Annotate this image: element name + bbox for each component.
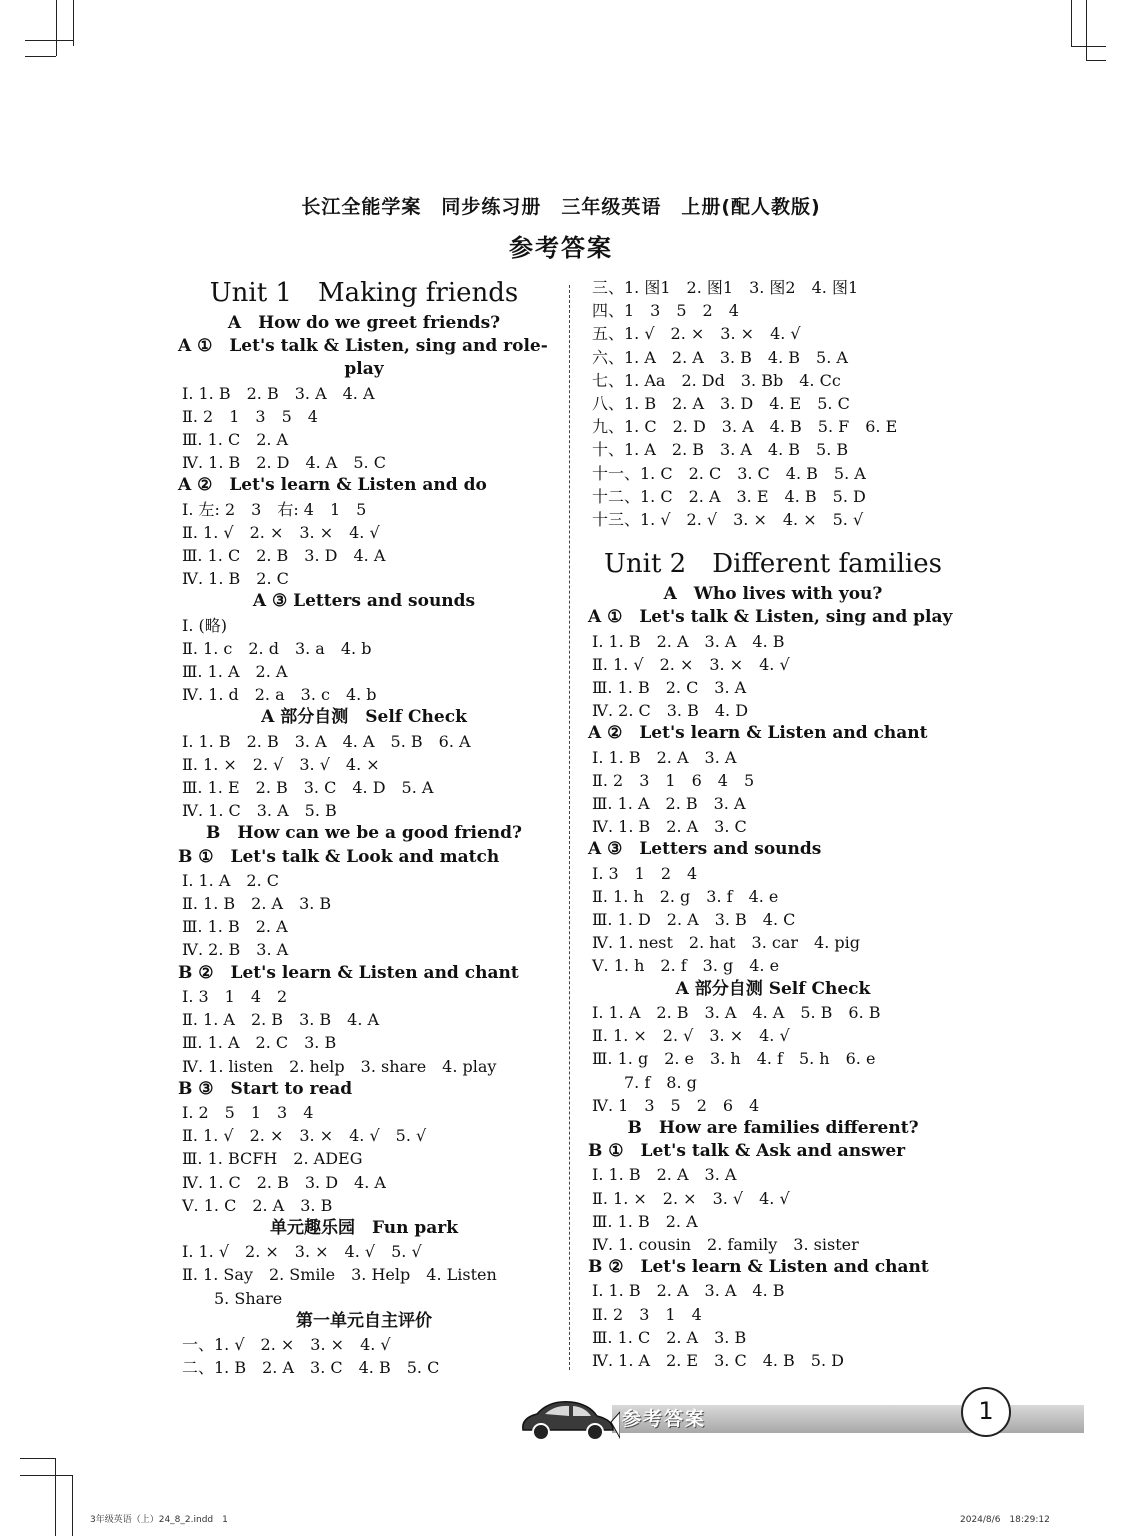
answer-line: Ⅰ. 3 1 2 4 xyxy=(592,863,698,883)
answer-line: Ⅲ. 1. A 2. B 3. A xyxy=(592,794,746,814)
spacer xyxy=(588,531,958,547)
answer-line: Ⅰ. 1. B 2. B 3. A 4. A 5. B 6. A xyxy=(182,731,471,751)
answer-line: Ⅲ. 1. A 2. C 3. B xyxy=(182,1033,337,1053)
answer-line: 二、1. B 2. A 3. C 4. B 5. C xyxy=(182,1358,440,1378)
answer-line: 七、1. Aa 2. Dd 3. Bb 4. Cc xyxy=(592,370,841,390)
section-subtitle: 单元趣乐园 Fun park xyxy=(269,1217,459,1238)
answer-line: Ⅲ. 1. B 2. A xyxy=(592,1211,698,1231)
answer-line: Ⅰ. 1. B 2. A 3. A 4. B xyxy=(592,631,785,651)
answer-line: Ⅱ. 2 3 1 4 xyxy=(592,1304,702,1324)
answer-line: Ⅰ. 1. B 2. A 3. A xyxy=(592,1165,737,1185)
crop-mark-top-right-h2 xyxy=(1086,60,1106,61)
unit-title: Unit 1 Making friends xyxy=(209,278,519,308)
answer-line: 五、1. √ 2. × 3. × 4. √ xyxy=(592,324,801,344)
page-title: 参考答案 xyxy=(509,234,613,262)
crop-mark-top-right-h xyxy=(1071,46,1106,47)
answer-line: Ⅳ. 1. C 3. A 5. B xyxy=(182,801,337,821)
section-heading: A ② Let's learn & Listen and chant xyxy=(588,723,928,744)
answer-line: Ⅱ. 1. √ 2. × 3. × 4. √ xyxy=(592,654,790,674)
answer-line: 十三、1. √ 2. √ 3. × 4. × 5. √ xyxy=(592,510,864,530)
answer-line: Ⅲ. 1. D 2. A 3. B 4. C xyxy=(592,910,796,930)
crop-mark-bottom-left-h2 xyxy=(20,1475,72,1476)
crop-mark-bottom-left-v2 xyxy=(72,1475,73,1536)
answer-line: Ⅴ. 1. h 2. f 3. g 4. e xyxy=(592,956,780,976)
answer-line: Ⅳ. 1. B 2. A 3. C xyxy=(592,817,747,837)
crop-mark-top-left-h xyxy=(25,40,73,41)
section-subtitle: A 部分自测 Self Check xyxy=(261,707,467,728)
section-heading: A ① Let's talk & Listen, sing and play xyxy=(588,607,953,628)
section-subtitle: A Who lives with you? xyxy=(663,584,883,605)
crop-mark-bottom-left-h xyxy=(20,1458,55,1459)
answer-line: Ⅲ. 1. E 2. B 3. C 4. D 5. A xyxy=(182,778,434,798)
answer-line: 一、1. √ 2. × 3. × 4. √ xyxy=(182,1334,391,1354)
answer-line: Ⅳ. 1. listen 2. help 3. share 4. play xyxy=(182,1056,497,1076)
section-heading: B ③ Start to read xyxy=(178,1078,353,1099)
answer-line: 7. f 8. g xyxy=(592,1072,697,1092)
section-subtitle: A How do we greet friends? xyxy=(227,313,501,333)
answer-line: Ⅳ. 1. B 2. D 4. A 5. C xyxy=(182,453,386,473)
answer-line: Ⅰ. 1. A 2. B 3. A 4. A 5. B 6. B xyxy=(592,1002,881,1022)
answer-line: Ⅲ. 1. C 2. B 3. D 4. A xyxy=(182,546,386,566)
section-heading: B ① Let's talk & Look and match xyxy=(178,846,500,867)
answer-line: Ⅳ. 2. B 3. A xyxy=(182,940,289,960)
answer-line: Ⅲ. 1. B 2. C 3. A xyxy=(592,678,747,698)
answer-line: Ⅲ. 1. B 2. A xyxy=(182,917,288,937)
section-heading: B ① Let's talk & Ask and answer xyxy=(588,1141,906,1162)
answer-line: Ⅰ. 1. B 2. B 3. A 4. A xyxy=(182,383,375,403)
answer-line: 十二、1. C 2. A 3. E 4. B 5. D xyxy=(592,486,866,506)
section-heading: A ③ Letters and sounds xyxy=(588,839,822,860)
answer-line: Ⅳ. 1. A 2. E 3. C 4. B 5. D xyxy=(592,1350,844,1370)
answer-line: Ⅱ. 1. × 2. √ 3. × 4. √ xyxy=(592,1026,790,1046)
column-divider xyxy=(569,285,570,1370)
answer-line: Ⅲ. 1. g 2. e 3. h 4. f 5. h 6. e xyxy=(592,1049,876,1069)
answer-line: Ⅳ. 1. d 2. a 3. c 4. b xyxy=(182,685,377,705)
answer-line: Ⅱ. 1. √ 2. × 3. × 4. √ xyxy=(182,522,380,542)
section-subtitle: A 部分自测 Self Check xyxy=(675,978,871,999)
answer-line: 六、1. A 2. A 3. B 4. B 5. A xyxy=(592,347,848,367)
answer-line: Ⅱ. 2 3 1 6 4 5 xyxy=(592,770,755,790)
crop-mark-top-right-v xyxy=(1071,0,1072,46)
section-subtitle: 第一单元自主评价 xyxy=(296,1310,432,1331)
crop-mark-bottom-left-v xyxy=(55,1458,56,1536)
answer-line: 四、1 3 5 2 4 xyxy=(592,301,739,321)
answer-line: Ⅳ. 2. C 3. B 4. D xyxy=(592,701,749,721)
answer-line: 5. Share xyxy=(182,1288,283,1308)
answer-line: Ⅳ. 1. C 2. B 3. D 4. A xyxy=(182,1172,386,1192)
answer-line: Ⅳ. 1 3 5 2 6 4 xyxy=(592,1095,760,1115)
answer-line: Ⅱ. 1. Say 2. Smile 3. Help 4. Listen xyxy=(182,1265,497,1285)
answer-line: Ⅲ. 1. C 2. A xyxy=(182,430,289,450)
unit-title: Unit 2 Different families xyxy=(604,549,942,580)
section-heading: B ② Let's learn & Listen and chant xyxy=(588,1257,929,1278)
answer-line: Ⅳ. 1. nest 2. hat 3. car 4. pig xyxy=(592,933,861,953)
answer-line: Ⅳ. 1. B 2. C xyxy=(182,569,289,589)
answer-line: Ⅰ. 3 1 4 2 xyxy=(182,986,288,1006)
answer-line: Ⅱ. 1. A 2. B 3. B 4. A xyxy=(182,1010,380,1030)
answer-line: Ⅱ. 1. B 2. A 3. B xyxy=(182,894,332,914)
crop-mark-top-left-v2 xyxy=(73,0,74,46)
section-subtitle: B How can we be a good friend? xyxy=(205,823,522,844)
answer-line: Ⅰ. 1. B 2. A 3. A 4. B xyxy=(592,1281,785,1301)
answer-line: 十、1. A 2. B 3. A 4. B 5. B xyxy=(592,440,849,460)
answer-line: Ⅴ. 1. C 2. A 3. B xyxy=(182,1195,333,1215)
section-heading: A ① Let's talk & Listen, sing and role- xyxy=(178,336,548,357)
car-icon xyxy=(515,1396,620,1444)
crop-mark-top-left-v xyxy=(56,0,57,56)
answer-line: Ⅱ. 1. √ 2. × 3. × 4. √ 5. √ xyxy=(182,1126,427,1146)
section-subtitle: A ③ Letters and sounds xyxy=(252,591,476,612)
answer-line: Ⅰ. 1. A 2. C xyxy=(182,870,279,890)
answer-line: 八、1. B 2. A 3. D 4. E 5. C xyxy=(592,394,850,414)
series-header: 长江全能学案 同步练习册 三年级英语 上册(配人教版) xyxy=(301,196,821,218)
answer-line: Ⅱ. 1. h 2. g 3. f 4. e xyxy=(592,886,779,906)
answer-line: Ⅰ. 1. B 2. A 3. A xyxy=(592,747,737,767)
answer-line: Ⅱ. 2 1 3 5 4 xyxy=(182,406,318,426)
answer-line: Ⅲ. 1. BCFH 2. ADEG xyxy=(182,1149,363,1169)
answer-line: Ⅱ. 1. c 2. d 3. a 4. b xyxy=(182,638,372,658)
section-subtitle: B How are families different? xyxy=(627,1117,919,1138)
section-subtitle: play xyxy=(344,359,384,380)
file-label: 3年级英语（上）24_8_2.indd 1 xyxy=(90,1515,228,1525)
crop-mark-top-right-v2 xyxy=(1086,0,1087,60)
answer-line: Ⅰ. 2 5 1 3 4 xyxy=(182,1102,314,1122)
left-column xyxy=(178,276,550,1379)
answer-line: Ⅰ. 1. √ 2. × 3. × 4. √ 5. √ xyxy=(182,1242,422,1262)
section-heading: B ② Let's learn & Listen and chant xyxy=(178,962,519,983)
section-heading: A ② Let's learn & Listen and do xyxy=(178,475,487,496)
answer-line: 九、1. C 2. D 3. A 4. B 5. F 6. E xyxy=(592,417,898,437)
answer-line: Ⅲ. 1. A 2. A xyxy=(182,662,288,682)
footer-banner-text: 参考答案 xyxy=(622,1408,707,1430)
print-timestamp: 2024/8/6 18:29:12 xyxy=(960,1515,1050,1525)
answer-line: Ⅱ. 1. × 2. × 3. √ 4. √ xyxy=(592,1188,790,1208)
answer-line: Ⅱ. 1. × 2. √ 3. √ 4. × xyxy=(182,754,380,774)
answer-line: 三、1. 图1 2. 图1 3. 图2 4. 图1 xyxy=(592,278,859,297)
answer-line: Ⅲ. 1. C 2. A 3. B xyxy=(592,1327,747,1347)
answer-line: Ⅰ. 左: 2 3 右: 4 1 5 xyxy=(182,499,367,519)
page-number: 1 xyxy=(961,1387,1011,1437)
answer-line: Ⅰ. (略) xyxy=(182,615,227,635)
crop-mark-top-left-h2 xyxy=(25,56,56,57)
answer-line: 十一、1. C 2. C 3. C 4. B 5. A xyxy=(592,463,866,483)
right-column xyxy=(588,276,958,1372)
answer-line: Ⅳ. 1. cousin 2. family 3. sister xyxy=(592,1234,859,1254)
